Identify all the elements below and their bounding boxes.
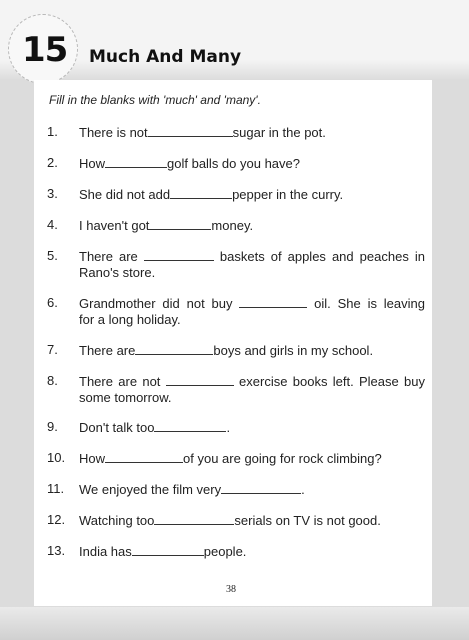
footer-strip [0, 607, 469, 640]
question-number: 2. [47, 155, 58, 170]
question-text-before: There are not [79, 374, 161, 389]
question-number: 10. [47, 450, 66, 465]
answer-blank[interactable] [132, 543, 204, 556]
question-text [79, 295, 425, 328]
question-text [79, 481, 425, 498]
question-number: 13. [47, 543, 66, 558]
question-text-before: How [79, 451, 106, 466]
answer-blank[interactable] [154, 419, 226, 432]
question-number: 1. [47, 124, 58, 139]
question-text-before: We enjoyed the film very [79, 482, 222, 497]
answer-blank[interactable] [170, 186, 232, 199]
question-line-2: some tomorrow. [79, 390, 172, 405]
question-text [79, 543, 425, 560]
question-text-after: oil. She is leaving [314, 296, 425, 311]
question-text [79, 373, 425, 406]
question-number: 11. [47, 481, 65, 496]
question-text-after: boys and girls in my school. [213, 343, 374, 358]
answer-blank[interactable] [105, 155, 167, 168]
question-text-before: Don't talk too [79, 420, 155, 435]
answer-blank[interactable] [149, 217, 211, 230]
question-line-2: for a long holiday. [79, 312, 181, 327]
question-text-before: There are [79, 343, 136, 358]
question-text-after: sugar in the pot. [232, 125, 326, 140]
question-text-before: She did not add [79, 187, 171, 202]
answer-blank[interactable] [105, 450, 183, 463]
question-number: 12. [47, 512, 66, 527]
question-text [79, 419, 425, 436]
question-number: 5. [47, 248, 58, 263]
question-text-before: There are [79, 249, 138, 264]
question-text-after: pepper in the curry. [232, 187, 344, 202]
question-text-after: people. [203, 544, 247, 559]
answer-blank[interactable] [135, 342, 213, 355]
answer-blank[interactable] [239, 295, 307, 308]
question-line-1 [79, 295, 425, 312]
question-text-after: money. [211, 218, 254, 233]
question-text [79, 512, 425, 529]
question-text [79, 155, 425, 172]
question-text [79, 186, 425, 203]
unit-title: Much And Many [89, 47, 242, 67]
question-number: 9. [47, 419, 58, 434]
question-line-1 [79, 248, 425, 265]
question-text [79, 124, 425, 141]
question-text-after: golf balls do you have? [167, 156, 300, 171]
answer-blank[interactable] [166, 373, 234, 386]
question-text-before: How [79, 156, 106, 171]
answer-blank[interactable] [154, 512, 234, 525]
question-text [79, 342, 425, 359]
question-number: 3. [47, 186, 58, 201]
question-text-after: baskets of apples and peaches in [219, 249, 425, 264]
question-text-after: . [301, 482, 305, 497]
question-text [79, 248, 425, 281]
question-text-before: I haven't got [79, 218, 150, 233]
question-number: 7. [47, 342, 58, 357]
question-line-2: Rano's store. [79, 265, 156, 280]
question-text-before: Grandmother did not buy [79, 296, 233, 311]
question-text [79, 217, 425, 234]
question-text [79, 450, 425, 467]
question-text-after: serials on TV is not good. [234, 513, 381, 528]
question-text-after: of you are going for rock climbing? [183, 451, 382, 466]
question-text-after: exercise books left. Please buy [239, 374, 425, 389]
answer-blank[interactable] [148, 124, 233, 137]
question-text-after: . [226, 420, 231, 435]
question-line-1 [79, 373, 425, 390]
unit-number: 15 [22, 30, 68, 70]
question-text-before: Watching too [79, 513, 155, 528]
answer-blank[interactable] [221, 481, 301, 494]
question-number: 4. [47, 217, 58, 232]
question-number: 6. [47, 295, 58, 310]
page-number: 38 [226, 584, 236, 595]
question-text-before: India has [79, 544, 132, 559]
instruction-text: Fill in the blanks with 'much' and 'many'. [49, 93, 261, 107]
answer-blank[interactable] [144, 248, 214, 261]
question-number: 8. [47, 373, 58, 388]
question-text-before: There is not [79, 125, 148, 140]
